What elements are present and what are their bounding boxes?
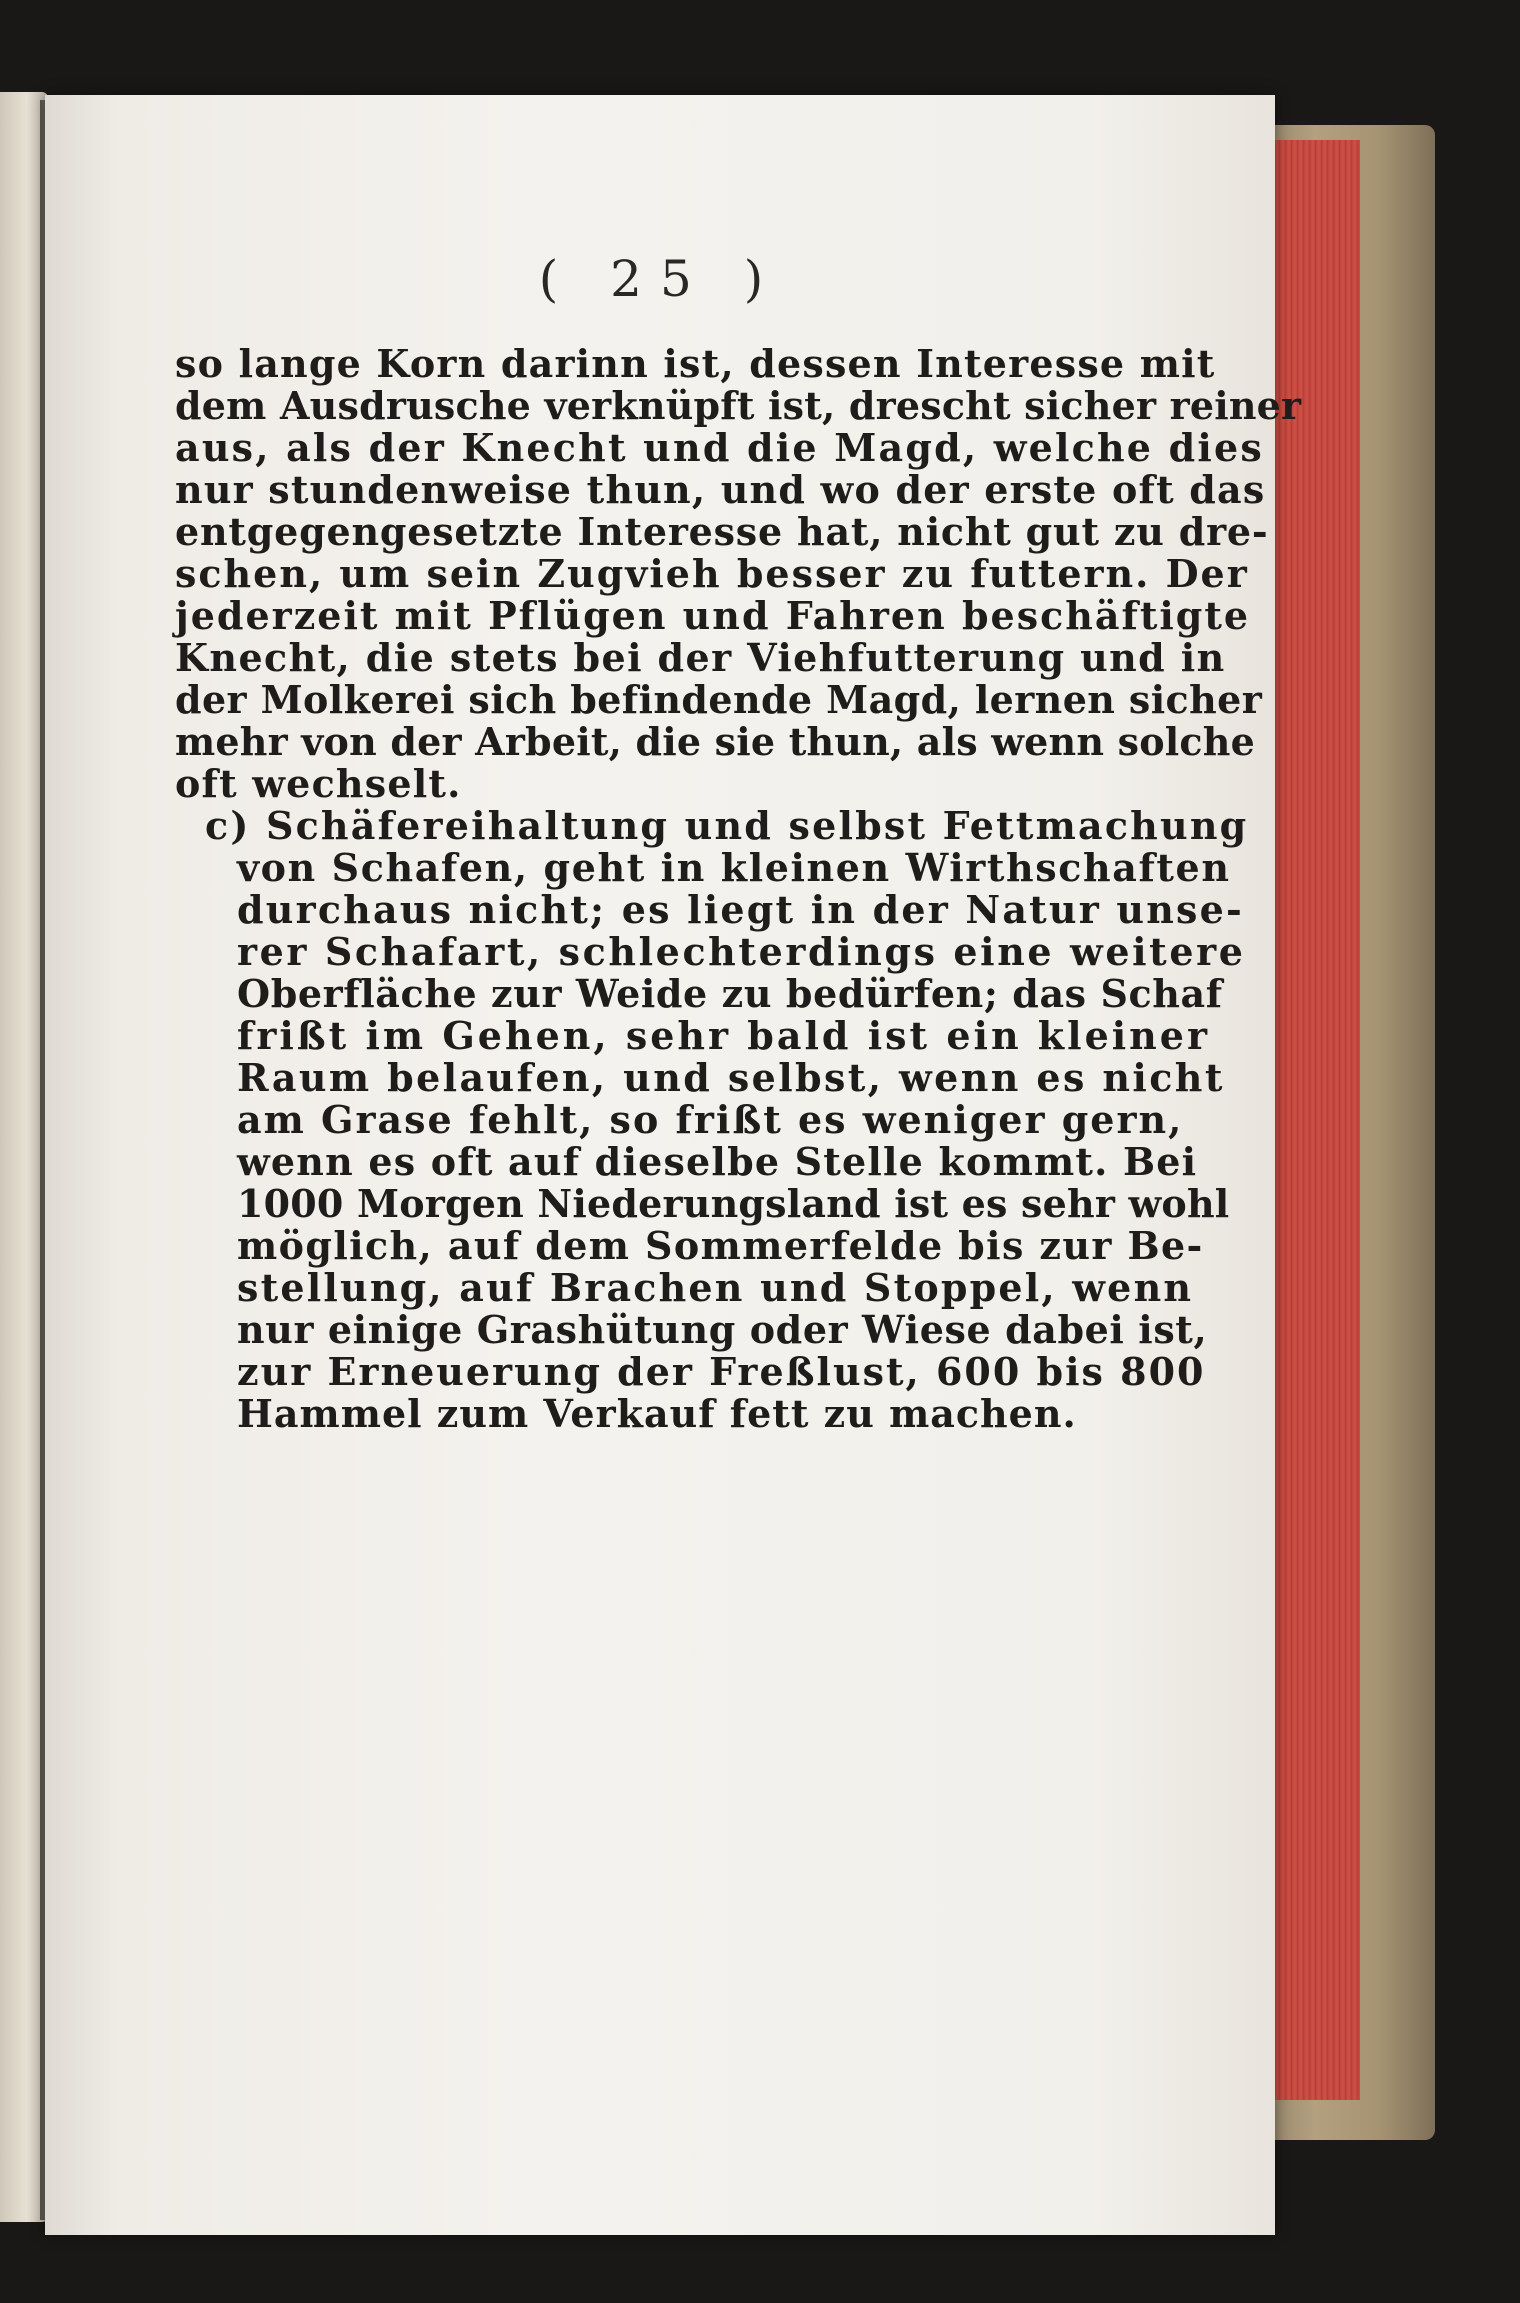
text-line: aus, als der Knecht und die Magd, welche dies: [175, 425, 1264, 470]
text-line: schen, um sein Zugvieh besser zu futtern. Der: [175, 551, 1249, 596]
text-line: der Molkerei sich befindende Magd, lernen sicher: [175, 677, 1263, 722]
text-line: möglich, auf dem Sommerfelde bis zur Be-: [237, 1223, 1204, 1268]
book-page: [45, 95, 1302, 2235]
text-line: Oberfläche zur Weide zu bedürfen; das Schaf: [237, 971, 1223, 1016]
text-line: frißt im Gehen, sehr bald ist ein kleiner: [237, 1013, 1211, 1058]
text-line: nur stundenweise thun, und wo der erste oft das: [175, 467, 1266, 512]
text-line: stellung, auf Brachen und Stoppel, wenn: [237, 1265, 1194, 1310]
text-line: so lange Korn darinn ist, dessen Interesse mit: [175, 341, 1216, 386]
text-line: von Schafen, geht in kleinen Wirthschaften: [237, 845, 1231, 890]
text-line: oft wechselt.: [175, 761, 462, 806]
page-number: ( 25 ): [538, 250, 782, 308]
text-line: durchaus nicht; es liegt in der Natur unse-: [237, 887, 1244, 932]
text-line: jederzeit mit Pflügen und Fahren beschäftigte: [175, 593, 1251, 638]
text-line: entgegengesetzte Interesse hat, nicht gut zu dre-: [175, 509, 1269, 554]
text-line: zur Erneuerung der Freßlust, 600 bis 800: [237, 1349, 1206, 1394]
text-line: nur einige Grashütung oder Wiese dabei ist,: [237, 1307, 1208, 1352]
text-line: c) Schäfereihaltung und selbst Fettmachung: [205, 803, 1249, 848]
text-line: Raum belaufen, und selbst, wenn es nicht: [237, 1055, 1225, 1100]
text-line: Knecht, die stets bei der Viehfutterung und in: [175, 635, 1226, 680]
text-line: rer Schafart, schlechterdings eine weitere: [237, 929, 1246, 974]
text-line: am Grase fehlt, so frißt es weniger gern,: [237, 1097, 1184, 1142]
text-line: mehr von der Arbeit, die sie thun, als wenn solche: [175, 719, 1255, 764]
text-line: Hammel zum Verkauf fett zu machen.: [237, 1391, 1077, 1436]
text-line: dem Ausdrusche verknüpft ist, drescht sicher reiner: [175, 383, 1302, 428]
text-line: wenn es oft auf dieselbe Stelle kommt. Bei: [237, 1139, 1198, 1184]
text-line: 1000 Morgen Niederungsland ist es sehr wohl: [237, 1181, 1230, 1226]
